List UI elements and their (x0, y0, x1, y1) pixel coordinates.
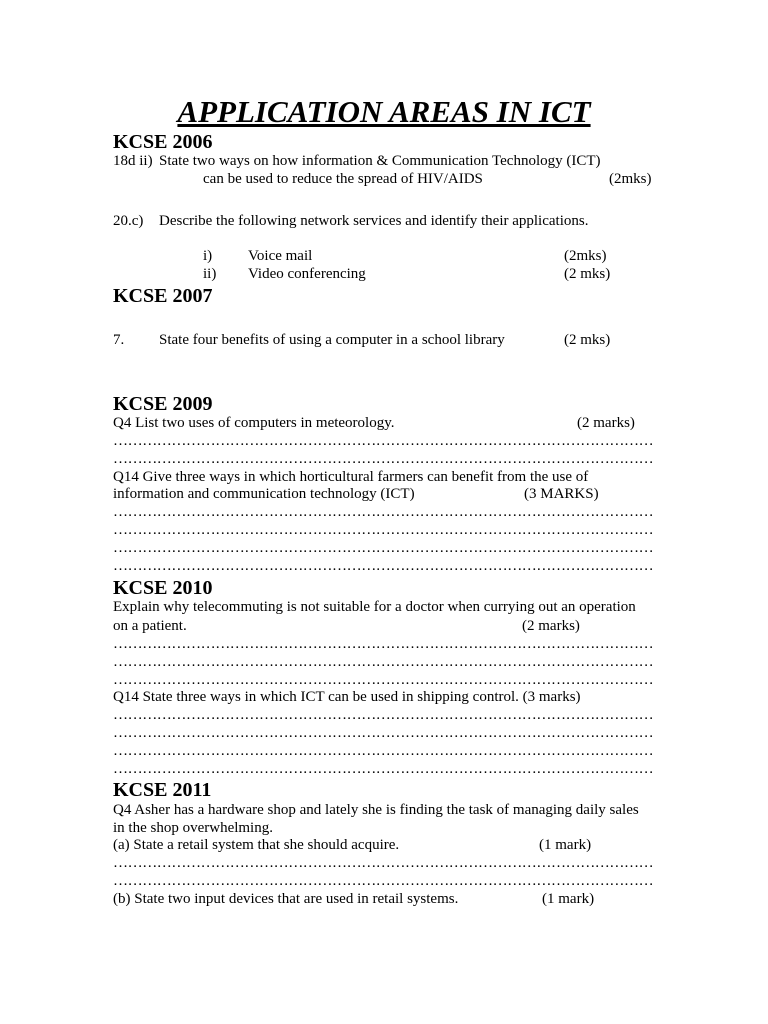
answer-line: ………………………………………………………………………………………………… (113, 761, 654, 777)
q14-2009-text-line1: Q14 Give three ways in which horticultural farmers can benefit from the use of (113, 469, 589, 485)
q18-marks: (2mks) (609, 171, 652, 187)
q20-item-marks: (2mks) (564, 248, 607, 264)
q4b-marks: (1 mark) (542, 891, 595, 907)
heading-kcse-2006: KCSE 2006 (113, 131, 213, 153)
q7-marks: (2 mks) (564, 332, 611, 348)
page-title: APPLICATION AREAS IN ICT (177, 94, 591, 129)
q18-text-line2: can be used to reduce the spread of HIV/AIDS (203, 171, 483, 187)
answer-line: ………………………………………………………………………………………………… (113, 743, 654, 759)
answer-line: ………………………………………………………………………………………………… (113, 522, 654, 538)
q7-number: 7. (113, 332, 125, 348)
q4b-text: (b) State two input devices that are used in retail systems. (113, 891, 459, 907)
answer-line: ………………………………………………………………………………………………… (113, 504, 654, 520)
answer-line: ………………………………………………………………………………………………… (113, 451, 654, 467)
answer-line: ………………………………………………………………………………………………… (113, 654, 654, 670)
q20-number: 20.c) (113, 213, 144, 229)
answer-line: ………………………………………………………………………………………………… (113, 672, 654, 688)
q-2010-marks: (2 marks) (522, 618, 580, 634)
answer-line: ………………………………………………………………………………………………… (113, 855, 654, 871)
answer-line: ………………………………………………………………………………………………… (113, 433, 654, 449)
q20-item-text: Video conferencing (248, 266, 366, 282)
answer-line: ………………………………………………………………………………………………… (113, 540, 654, 556)
answer-line: ………………………………………………………………………………………………… (113, 558, 654, 574)
q4-2011-text-line1: Q4 Asher has a hardware shop and lately she is finding the task of managing daily sales (113, 802, 639, 818)
q4a-marks: (1 mark) (539, 837, 592, 853)
q4a-text: (a) State a retail system that she should acquire. (113, 837, 400, 853)
q-2010-text-line2: on a patient. (113, 618, 187, 634)
answer-line: ………………………………………………………………………………………………… (113, 725, 654, 741)
q-2010-text-line1: Explain why telecommuting is not suitable for a doctor when currying out an operation (113, 599, 636, 615)
q20-item-text: Voice mail (248, 248, 313, 264)
q4-2009-text: Q4 List two uses of computers in meteorology. (113, 415, 395, 431)
heading-kcse-2007: KCSE 2007 (113, 285, 213, 307)
q4-2011-text-line2: in the shop overwhelming. (113, 820, 273, 836)
q14-2009-marks: (3 MARKS) (524, 486, 599, 502)
heading-kcse-2009: KCSE 2009 (113, 393, 213, 415)
q18-text-line1: State two ways on how information & Communication Technology (ICT) (159, 153, 601, 169)
heading-kcse-2010: KCSE 2010 (113, 577, 213, 599)
heading-kcse-2011: KCSE 2011 (113, 779, 212, 801)
q20-item-number: i) (203, 248, 213, 264)
answer-line: ………………………………………………………………………………………………… (113, 707, 654, 723)
q20-text: Describe the following network services and identify their applications. (159, 213, 589, 229)
q20-item-marks: (2 mks) (564, 266, 611, 282)
answer-line: ………………………………………………………………………………………………… (113, 873, 654, 889)
q18-number: 18d ii) (113, 153, 153, 169)
answer-line: ………………………………………………………………………………………………… (113, 636, 654, 652)
q14-2009-text-line2: information and communication technology (ICT) (113, 486, 415, 502)
q7-text: State four benefits of using a computer in a school library (159, 332, 505, 348)
q20-item-number: ii) (203, 266, 217, 282)
q4-2009-marks: (2 marks) (577, 415, 635, 431)
q14-2010-text: Q14 State three ways in which ICT can be used in shipping control. (3 marks) (113, 689, 581, 705)
